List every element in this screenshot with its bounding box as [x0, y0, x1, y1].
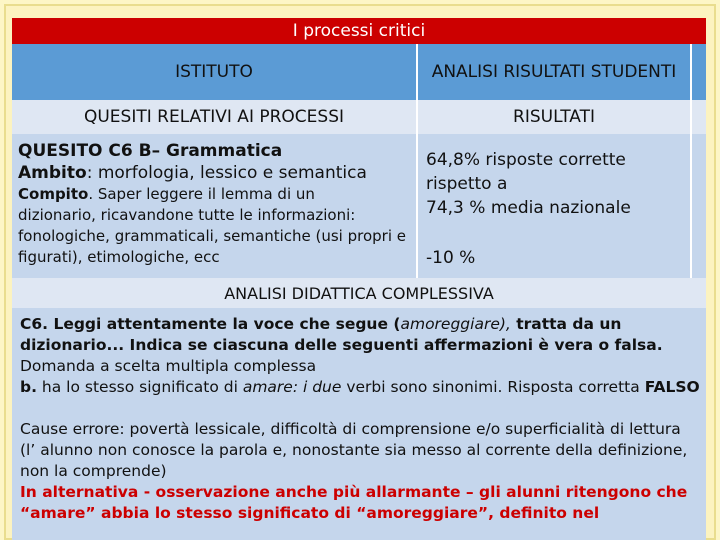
header-analisi-risultati: ANALISI RISULTATI STUDENTI: [431, 62, 677, 82]
risultati-media-nazionale: 74,3 % media nazionale: [426, 198, 631, 218]
risultati-differenza: -10 %: [426, 248, 476, 268]
column-divider: [690, 134, 692, 278]
compito-description: dizionario, ricavandone tutte le informazioni: fonologiche, grammaticali, semantiche (usi propri e figurati), etimologiche, ecc: [18, 206, 407, 266]
column-divider: [690, 100, 692, 134]
subheader-quesiti: QUESITI RELATIVI AI PROCESSI: [83, 107, 345, 127]
quesito-title: QUESITO C6 B– Grammatica: [18, 141, 283, 161]
ambito-text: : morfologia, lessico e semantica: [86, 163, 367, 183]
subheader-risultati: RISULTATI: [513, 107, 595, 127]
table-header-row: [12, 44, 706, 100]
column-divider: [416, 134, 418, 278]
item-b: b. ha lo stesso significato di amare: i due verbi sono sinonimi. Risposta corretta FALSO: [20, 378, 700, 396]
quesito-row: [12, 134, 706, 278]
ambito-label: Ambito: [18, 163, 87, 183]
domanda-testo: C6. Leggi attentamente la voce che segue (amoreggiare), tratta da un dizionario... Indica se ciascuna delle seguenti affermazioni è vera o falsa.: [20, 315, 663, 354]
slide-title: I processi critici: [12, 18, 706, 44]
compito-label: Compito: [18, 185, 89, 203]
analisi-didattica-body: [12, 308, 706, 540]
risultati-percentuale: 64,8% risposte corrette: [426, 150, 626, 170]
analisi-didattica-header: ANALISI DIDATTICA COMPLESSIVA: [12, 278, 706, 308]
osservazione-alternativa: In alternativa - osservazione anche più allarmante – gli alunni ritengono che “amare” abbia lo stesso significato di “amoreggiare”, definito nel: [20, 483, 688, 522]
tipo-domanda: Domanda a scelta multipla complessa: [20, 357, 317, 375]
table-subheader-row: [12, 100, 706, 134]
column-divider: [690, 44, 692, 100]
quesito-cell: [18, 140, 414, 268]
risultati-cell: [426, 148, 688, 270]
risultati-rispetto: rispetto a: [426, 174, 508, 194]
cause-errore: Cause errore: povertà lessicale, difficoltà di comprensione e/o superficialità di lettura (l’ alunno non conosce la parola e, nonostante sia messo al corrente della definizione, non la comprende): [20, 420, 688, 480]
header-istituto: ISTITUTO: [175, 62, 253, 82]
compito-text: . Saper leggere il lemma di un: [88, 185, 315, 203]
